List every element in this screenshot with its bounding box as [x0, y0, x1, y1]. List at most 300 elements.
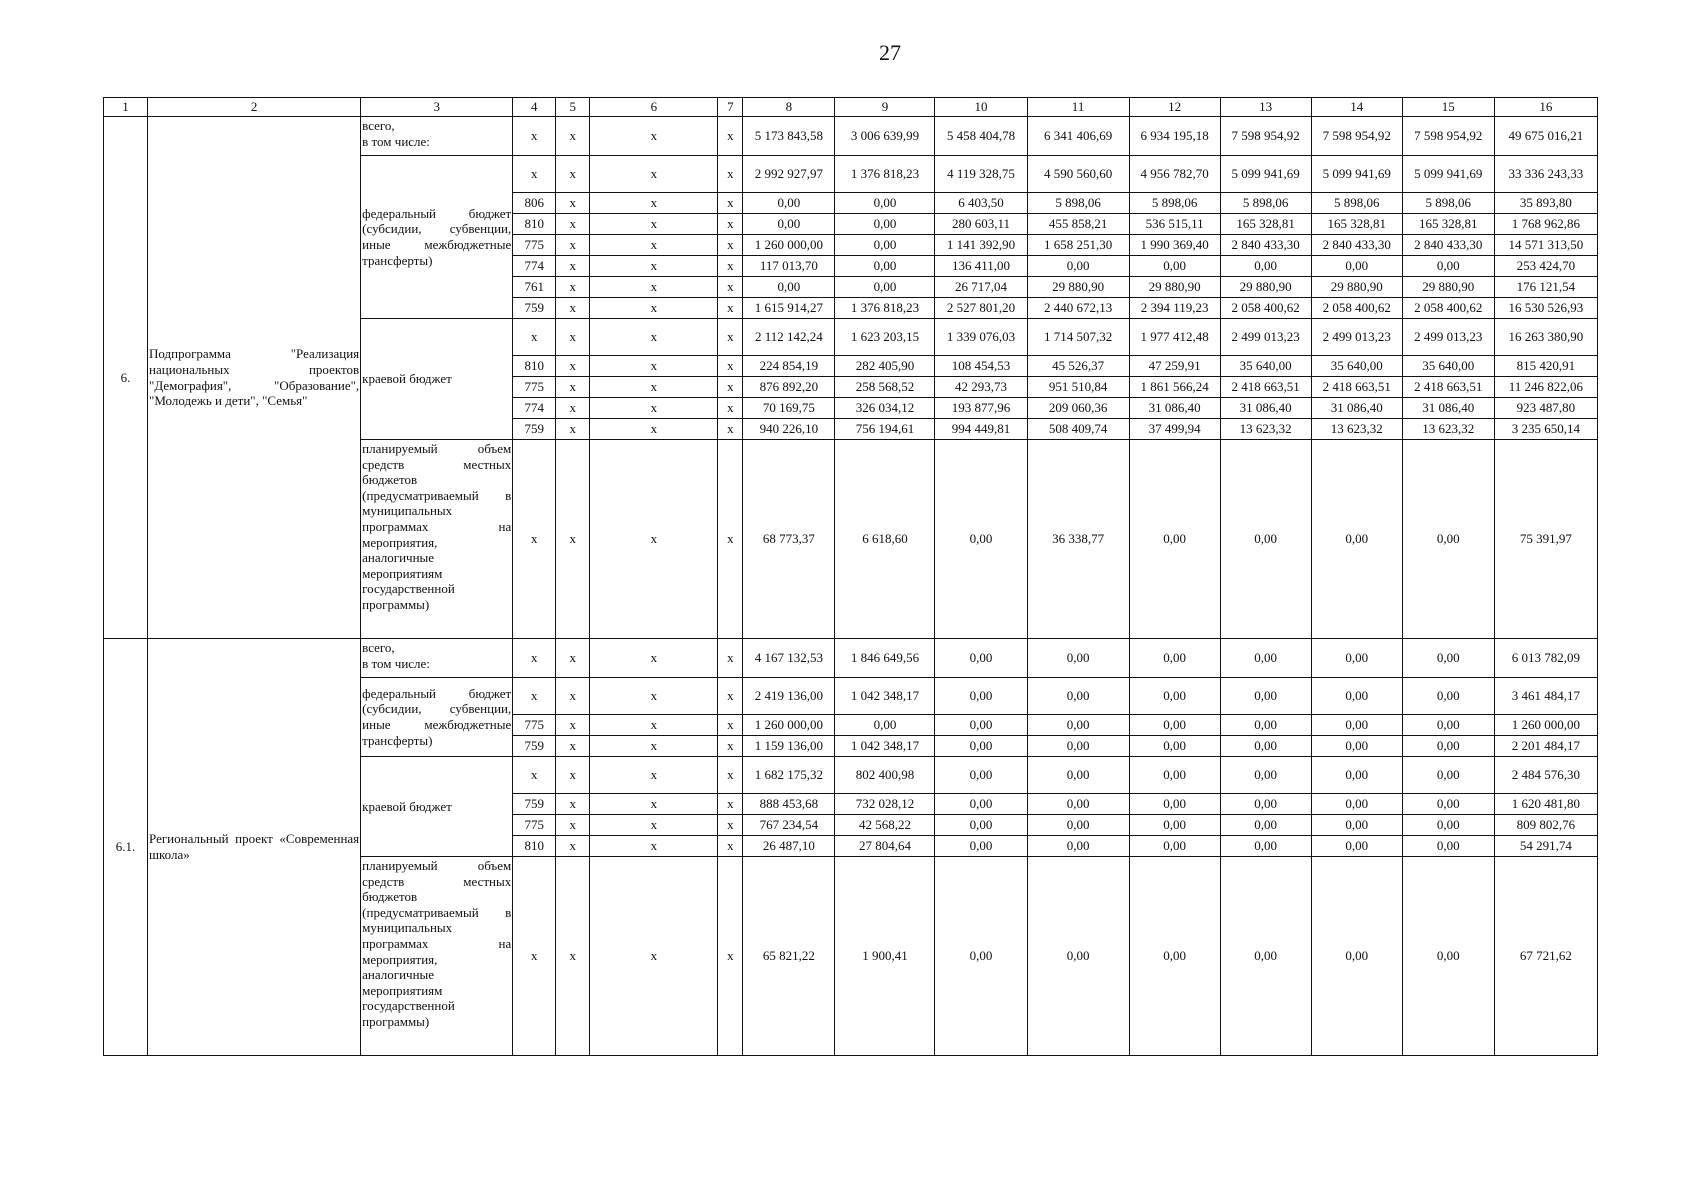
value-cell: 1 846 649,56 [835, 639, 935, 678]
value-cell: 29 880,90 [1129, 277, 1220, 298]
value-cell: 940 226,10 [743, 419, 835, 440]
value-cell: 0,00 [835, 277, 935, 298]
cell-col6: x [590, 715, 718, 736]
value-cell: 75 391,97 [1494, 440, 1597, 639]
value-cell: 0,00 [743, 277, 835, 298]
value-cell: 5 898,06 [1402, 193, 1494, 214]
cell-col5: x [556, 398, 590, 419]
value-cell: 2 058 400,62 [1402, 298, 1494, 319]
cell-col6: x [590, 639, 718, 678]
value-cell: 0,00 [1220, 440, 1311, 639]
cell-col7: x [718, 117, 743, 156]
value-cell: 0,00 [1311, 815, 1402, 836]
cell-col7: x [718, 214, 743, 235]
value-cell: 26 717,04 [935, 277, 1027, 298]
cell-col4: 810 [513, 836, 556, 857]
column-header: 7 [718, 98, 743, 117]
value-cell: 13 623,32 [1402, 419, 1494, 440]
value-cell: 951 510,84 [1027, 377, 1129, 398]
value-cell: 0,00 [1220, 639, 1311, 678]
value-cell: 54 291,74 [1494, 836, 1597, 857]
value-cell: 0,00 [1129, 440, 1220, 639]
value-cell: 5 458 404,78 [935, 117, 1027, 156]
cell-col4: 774 [513, 256, 556, 277]
cell-col7: x [718, 277, 743, 298]
value-cell: 0,00 [1027, 815, 1129, 836]
value-cell: 732 028,12 [835, 794, 935, 815]
value-cell: 47 259,91 [1129, 356, 1220, 377]
value-cell: 1 376 818,23 [835, 156, 935, 193]
value-cell: 1 615 914,27 [743, 298, 835, 319]
column-header: 14 [1311, 98, 1402, 117]
value-cell: 42 568,22 [835, 815, 935, 836]
value-cell: 35 893,80 [1494, 193, 1597, 214]
cell-col6: x [590, 736, 718, 757]
value-cell: 455 858,21 [1027, 214, 1129, 235]
value-cell: 0,00 [935, 757, 1027, 794]
value-cell: 1 620 481,80 [1494, 794, 1597, 815]
funding-source-label: всего, в том числе: [361, 117, 513, 156]
value-cell: 5 099 941,69 [1220, 156, 1311, 193]
cell-col7: x [718, 836, 743, 857]
value-cell: 0,00 [1220, 794, 1311, 815]
value-cell: 1 990 369,40 [1129, 235, 1220, 256]
column-header: 2 [148, 98, 361, 117]
cell-col4: x [513, 857, 556, 1056]
value-cell: 193 877,96 [935, 398, 1027, 419]
cell-col7: x [718, 639, 743, 678]
value-cell: 0,00 [1311, 857, 1402, 1056]
cell-col5: x [556, 214, 590, 235]
value-cell: 165 328,81 [1402, 214, 1494, 235]
page-number: 27 [879, 40, 901, 65]
funding-source-label: федеральный бюджет (субсидии, субвенции, иные межбюджетные трансферты) [361, 156, 513, 319]
cell-col6: x [590, 117, 718, 156]
cell-col5: x [556, 377, 590, 398]
budget-table [103, 97, 1598, 1056]
value-cell: 165 328,81 [1220, 214, 1311, 235]
value-cell: 16 530 526,93 [1494, 298, 1597, 319]
cell-col6: x [590, 214, 718, 235]
value-cell: 68 773,37 [743, 440, 835, 639]
value-cell: 0,00 [835, 193, 935, 214]
value-cell: 0,00 [1402, 440, 1494, 639]
value-cell: 7 598 954,92 [1220, 117, 1311, 156]
value-cell: 767 234,54 [743, 815, 835, 836]
section-name: Подпрограмма "Реализация национальных проектов "Демография", "Образование", "Молодежь и дети", "Семья" [148, 117, 361, 639]
cell-col7: x [718, 398, 743, 419]
value-cell: 0,00 [1027, 715, 1129, 736]
value-cell: 0,00 [1027, 736, 1129, 757]
value-cell: 0,00 [835, 235, 935, 256]
funding-source-label: всего, в том числе: [361, 639, 513, 678]
value-cell: 2 058 400,62 [1311, 298, 1402, 319]
value-cell: 13 623,32 [1311, 419, 1402, 440]
value-cell: 0,00 [1402, 857, 1494, 1056]
value-cell: 0,00 [1129, 857, 1220, 1056]
cell-col5: x [556, 836, 590, 857]
value-cell: 6 934 195,18 [1129, 117, 1220, 156]
cell-col4: x [513, 156, 556, 193]
value-cell: 33 336 243,33 [1494, 156, 1597, 193]
cell-col5: x [556, 857, 590, 1056]
value-cell: 16 263 380,90 [1494, 319, 1597, 356]
value-cell: 0,00 [1027, 794, 1129, 815]
cell-col4: 759 [513, 794, 556, 815]
column-header: 11 [1027, 98, 1129, 117]
value-cell: 280 603,11 [935, 214, 1027, 235]
cell-col6: x [590, 356, 718, 377]
cell-col6: x [590, 757, 718, 794]
value-cell: 224 854,19 [743, 356, 835, 377]
column-header: 12 [1129, 98, 1220, 117]
value-cell: 2 058 400,62 [1220, 298, 1311, 319]
cell-col7: x [718, 419, 743, 440]
cell-col4: 775 [513, 715, 556, 736]
value-cell: 2 419 136,00 [743, 678, 835, 715]
cell-col7: x [718, 440, 743, 639]
cell-col7: x [718, 156, 743, 193]
cell-col4: x [513, 757, 556, 794]
cell-col4: x [513, 117, 556, 156]
cell-col5: x [556, 678, 590, 715]
value-cell: 0,00 [1129, 715, 1220, 736]
funding-source-label: краевой бюджет [361, 319, 513, 440]
value-cell: 994 449,81 [935, 419, 1027, 440]
value-cell: 29 880,90 [1220, 277, 1311, 298]
cell-col6: x [590, 156, 718, 193]
value-cell: 1 623 203,15 [835, 319, 935, 356]
value-cell: 0,00 [935, 836, 1027, 857]
value-cell: 0,00 [1129, 256, 1220, 277]
value-cell: 4 167 132,53 [743, 639, 835, 678]
cell-col5: x [556, 277, 590, 298]
cell-col7: x [718, 298, 743, 319]
cell-col5: x [556, 235, 590, 256]
value-cell: 2 499 013,23 [1220, 319, 1311, 356]
value-cell: 0,00 [935, 794, 1027, 815]
value-cell: 31 086,40 [1220, 398, 1311, 419]
value-cell: 0,00 [835, 214, 935, 235]
value-cell: 0,00 [935, 857, 1027, 1056]
value-cell: 1 714 507,32 [1027, 319, 1129, 356]
value-cell: 5 099 941,69 [1311, 156, 1402, 193]
column-header: 8 [743, 98, 835, 117]
value-cell: 0,00 [1402, 836, 1494, 857]
value-cell: 6 013 782,09 [1494, 639, 1597, 678]
cell-col5: x [556, 715, 590, 736]
column-header: 15 [1402, 98, 1494, 117]
cell-col4: 759 [513, 419, 556, 440]
value-cell: 1 042 348,17 [835, 736, 935, 757]
cell-col6: x [590, 857, 718, 1056]
value-cell: 0,00 [1027, 639, 1129, 678]
value-cell: 815 420,91 [1494, 356, 1597, 377]
cell-col4: x [513, 319, 556, 356]
value-cell: 0,00 [1027, 678, 1129, 715]
value-cell: 5 898,06 [1027, 193, 1129, 214]
value-cell: 165 328,81 [1311, 214, 1402, 235]
value-cell: 1 682 175,32 [743, 757, 835, 794]
value-cell: 2 418 663,51 [1311, 377, 1402, 398]
cell-col5: x [556, 815, 590, 836]
value-cell: 809 802,76 [1494, 815, 1597, 836]
value-cell: 2 527 801,20 [935, 298, 1027, 319]
value-cell: 536 515,11 [1129, 214, 1220, 235]
value-cell: 1 861 566,24 [1129, 377, 1220, 398]
cell-col5: x [556, 757, 590, 794]
value-cell: 0,00 [835, 715, 935, 736]
value-cell: 0,00 [1220, 836, 1311, 857]
cell-col6: x [590, 419, 718, 440]
value-cell: 282 405,90 [835, 356, 935, 377]
value-cell: 0,00 [743, 214, 835, 235]
value-cell: 0,00 [935, 736, 1027, 757]
cell-col4: x [513, 440, 556, 639]
value-cell: 5 099 941,69 [1402, 156, 1494, 193]
value-cell: 0,00 [1311, 757, 1402, 794]
value-cell: 0,00 [1027, 836, 1129, 857]
value-cell: 0,00 [1311, 736, 1402, 757]
value-cell: 29 880,90 [1027, 277, 1129, 298]
cell-col6: x [590, 235, 718, 256]
cell-col7: x [718, 377, 743, 398]
value-cell: 0,00 [1402, 815, 1494, 836]
value-cell: 45 526,37 [1027, 356, 1129, 377]
value-cell: 1 376 818,23 [835, 298, 935, 319]
value-cell: 2 418 663,51 [1220, 377, 1311, 398]
value-cell: 70 169,75 [743, 398, 835, 419]
table-row [104, 639, 1598, 678]
value-cell: 0,00 [1220, 715, 1311, 736]
cell-col5: x [556, 736, 590, 757]
value-cell: 0,00 [1027, 857, 1129, 1056]
cell-col7: x [718, 319, 743, 356]
value-cell: 1 339 076,03 [935, 319, 1027, 356]
section-number: 6.1. [104, 639, 148, 1056]
value-cell: 5 898,06 [1220, 193, 1311, 214]
value-cell: 258 568,52 [835, 377, 935, 398]
value-cell: 1 260 000,00 [743, 235, 835, 256]
value-cell: 0,00 [1311, 440, 1402, 639]
column-header: 3 [361, 98, 513, 117]
value-cell: 2 840 433,30 [1311, 235, 1402, 256]
cell-col4: x [513, 678, 556, 715]
value-cell: 802 400,98 [835, 757, 935, 794]
value-cell: 0,00 [1129, 836, 1220, 857]
cell-col5: x [556, 440, 590, 639]
value-cell: 1 260 000,00 [743, 715, 835, 736]
value-cell: 2 201 484,17 [1494, 736, 1597, 757]
section-number: 6. [104, 117, 148, 639]
column-header: 5 [556, 98, 590, 117]
cell-col5: x [556, 298, 590, 319]
value-cell: 0,00 [1220, 256, 1311, 277]
value-cell: 0,00 [1220, 678, 1311, 715]
value-cell: 35 640,00 [1220, 356, 1311, 377]
value-cell: 14 571 313,50 [1494, 235, 1597, 256]
cell-col5: x [556, 319, 590, 356]
cell-col4: 806 [513, 193, 556, 214]
value-cell: 2 484 576,30 [1494, 757, 1597, 794]
value-cell: 0,00 [1129, 794, 1220, 815]
value-cell: 0,00 [1311, 256, 1402, 277]
table-row [104, 117, 1598, 156]
cell-col5: x [556, 117, 590, 156]
cell-col5: x [556, 419, 590, 440]
cell-col7: x [718, 757, 743, 794]
value-cell: 0,00 [1311, 794, 1402, 815]
value-cell: 108 454,53 [935, 356, 1027, 377]
cell-col7: x [718, 857, 743, 1056]
value-cell: 31 086,40 [1402, 398, 1494, 419]
value-cell: 27 804,64 [835, 836, 935, 857]
value-cell: 3 461 484,17 [1494, 678, 1597, 715]
value-cell: 0,00 [1129, 736, 1220, 757]
value-cell: 0,00 [1220, 815, 1311, 836]
cell-col5: x [556, 356, 590, 377]
value-cell: 0,00 [1402, 736, 1494, 757]
value-cell: 13 623,32 [1220, 419, 1311, 440]
funding-source-label: планируемый объем средств местных бюджетов (предусматриваемый в муниципальных программах на мероприятия, аналогичные мероприятиям государственной программы) [361, 857, 513, 1056]
cell-col4: 810 [513, 356, 556, 377]
cell-col6: x [590, 193, 718, 214]
section-name: Региональный проект «Современная школа» [148, 639, 361, 1056]
column-header: 10 [935, 98, 1027, 117]
cell-col4: 775 [513, 815, 556, 836]
cell-col6: x [590, 398, 718, 419]
table-body [104, 98, 1598, 1056]
value-cell: 2 840 433,30 [1220, 235, 1311, 256]
value-cell: 4 119 328,75 [935, 156, 1027, 193]
column-header: 1 [104, 98, 148, 117]
value-cell: 0,00 [1129, 815, 1220, 836]
cell-col4: 810 [513, 214, 556, 235]
value-cell: 0,00 [1129, 678, 1220, 715]
value-cell: 1 141 392,90 [935, 235, 1027, 256]
value-cell: 5 898,06 [1311, 193, 1402, 214]
value-cell: 0,00 [1402, 256, 1494, 277]
value-cell: 2 112 142,24 [743, 319, 835, 356]
cell-col7: x [718, 235, 743, 256]
value-cell: 65 821,22 [743, 857, 835, 1056]
value-cell: 0,00 [935, 715, 1027, 736]
value-cell: 326 034,12 [835, 398, 935, 419]
cell-col4: x [513, 639, 556, 678]
value-cell: 29 880,90 [1311, 277, 1402, 298]
value-cell: 0,00 [1311, 836, 1402, 857]
cell-col6: x [590, 256, 718, 277]
cell-col4: 759 [513, 736, 556, 757]
value-cell: 2 394 119,23 [1129, 298, 1220, 319]
cell-col7: x [718, 678, 743, 715]
value-cell: 2 499 013,23 [1402, 319, 1494, 356]
cell-col6: x [590, 277, 718, 298]
value-cell: 888 453,68 [743, 794, 835, 815]
funding-source-label: федеральный бюджет (субсидии, субвенции, иные межбюджетные трансферты) [361, 678, 513, 757]
cell-col5: x [556, 193, 590, 214]
value-cell: 4 956 782,70 [1129, 156, 1220, 193]
value-cell: 0,00 [1129, 757, 1220, 794]
value-cell: 1 042 348,17 [835, 678, 935, 715]
cell-col5: x [556, 794, 590, 815]
value-cell: 0,00 [1402, 678, 1494, 715]
value-cell: 2 418 663,51 [1402, 377, 1494, 398]
value-cell: 209 060,36 [1027, 398, 1129, 419]
value-cell: 0,00 [935, 815, 1027, 836]
value-cell: 508 409,74 [1027, 419, 1129, 440]
value-cell: 0,00 [1027, 757, 1129, 794]
value-cell: 876 892,20 [743, 377, 835, 398]
cell-col7: x [718, 356, 743, 377]
value-cell: 3 235 650,14 [1494, 419, 1597, 440]
value-cell: 2 499 013,23 [1311, 319, 1402, 356]
column-header: 9 [835, 98, 935, 117]
value-cell: 11 246 822,06 [1494, 377, 1597, 398]
header-row [104, 98, 1598, 117]
value-cell: 0,00 [1402, 715, 1494, 736]
column-header: 4 [513, 98, 556, 117]
value-cell: 136 411,00 [935, 256, 1027, 277]
value-cell: 35 640,00 [1311, 356, 1402, 377]
value-cell: 2 440 672,13 [1027, 298, 1129, 319]
value-cell: 0,00 [1402, 639, 1494, 678]
value-cell: 756 194,61 [835, 419, 935, 440]
cell-col7: x [718, 815, 743, 836]
value-cell: 31 086,40 [1311, 398, 1402, 419]
value-cell: 5 898,06 [1129, 193, 1220, 214]
cell-col4: 759 [513, 298, 556, 319]
cell-col6: x [590, 836, 718, 857]
value-cell: 1 900,41 [835, 857, 935, 1056]
value-cell: 176 121,54 [1494, 277, 1597, 298]
cell-col6: x [590, 794, 718, 815]
cell-col6: x [590, 319, 718, 356]
value-cell: 0,00 [935, 678, 1027, 715]
funding-source-label: краевой бюджет [361, 757, 513, 857]
cell-col6: x [590, 440, 718, 639]
value-cell: 2 992 927,97 [743, 156, 835, 193]
value-cell: 0,00 [1311, 639, 1402, 678]
value-cell: 6 618,60 [835, 440, 935, 639]
cell-col7: x [718, 736, 743, 757]
value-cell: 1 159 136,00 [743, 736, 835, 757]
value-cell: 0,00 [1311, 678, 1402, 715]
value-cell: 0,00 [743, 193, 835, 214]
cell-col7: x [718, 715, 743, 736]
value-cell: 923 487,80 [1494, 398, 1597, 419]
value-cell: 49 675 016,21 [1494, 117, 1597, 156]
value-cell: 7 598 954,92 [1402, 117, 1494, 156]
cell-col6: x [590, 377, 718, 398]
value-cell: 31 086,40 [1129, 398, 1220, 419]
column-header: 13 [1220, 98, 1311, 117]
value-cell: 7 598 954,92 [1311, 117, 1402, 156]
value-cell: 3 006 639,99 [835, 117, 935, 156]
cell-col6: x [590, 298, 718, 319]
value-cell: 35 640,00 [1402, 356, 1494, 377]
value-cell: 6 403,50 [935, 193, 1027, 214]
column-header: 6 [590, 98, 718, 117]
value-cell: 0,00 [935, 639, 1027, 678]
value-cell: 6 341 406,69 [1027, 117, 1129, 156]
value-cell: 26 487,10 [743, 836, 835, 857]
value-cell: 4 590 560,60 [1027, 156, 1129, 193]
value-cell: 0,00 [935, 440, 1027, 639]
value-cell: 0,00 [1027, 256, 1129, 277]
column-header: 16 [1494, 98, 1597, 117]
cell-col5: x [556, 256, 590, 277]
